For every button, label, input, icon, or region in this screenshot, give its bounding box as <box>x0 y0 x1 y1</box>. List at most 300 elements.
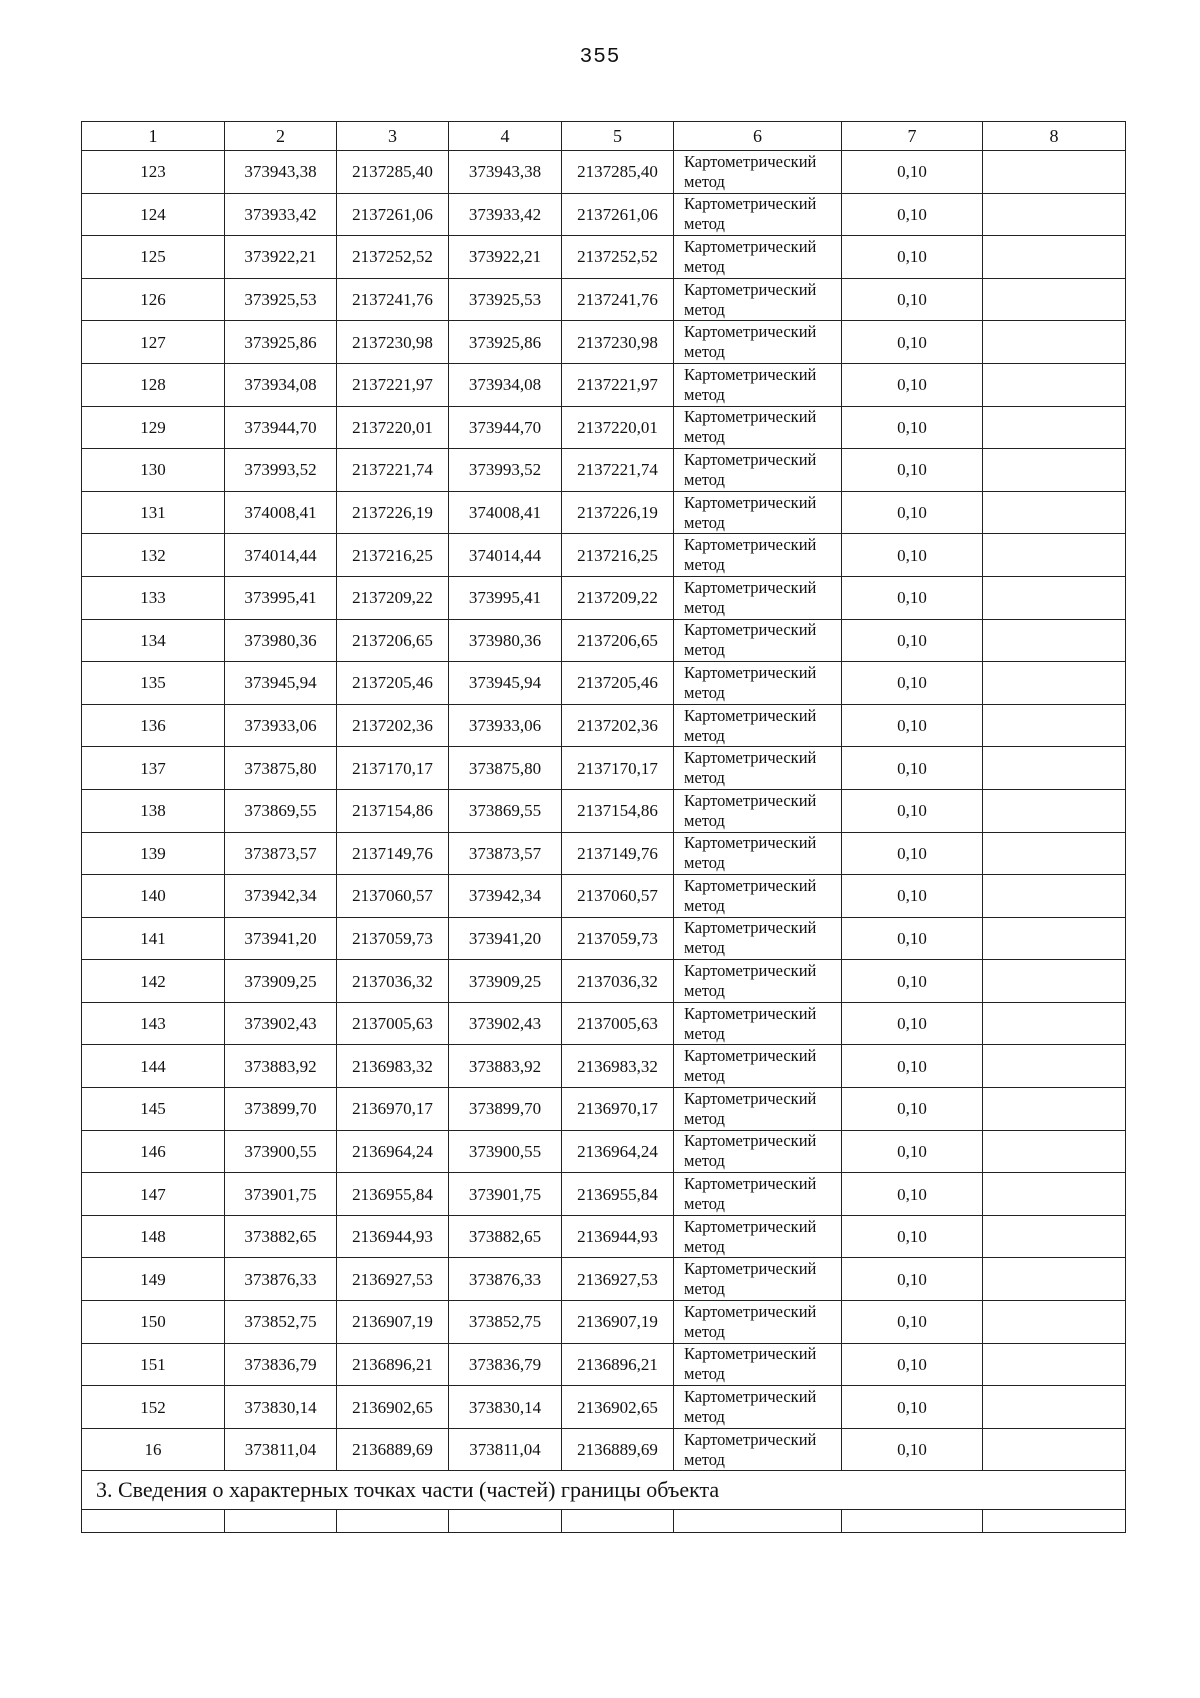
y-cell: 2136970,17 <box>337 1088 449 1131</box>
y-cell: 2136944,93 <box>562 1215 674 1258</box>
y-cell: 2137285,40 <box>562 151 674 194</box>
method-cell <box>674 1301 842 1344</box>
y-cell: 2137216,25 <box>337 534 449 577</box>
method-text-line: Картометрический <box>684 705 817 725</box>
note-cell <box>983 151 1126 194</box>
method-text-line: метод <box>684 1407 725 1427</box>
y-cell: 2136902,65 <box>562 1386 674 1429</box>
method-cell <box>674 1045 842 1088</box>
y-cell: 2136896,21 <box>562 1343 674 1386</box>
method-text-line: Картометрический <box>684 1046 817 1066</box>
y-cell: 2136927,53 <box>337 1258 449 1301</box>
x-cell: 373925,86 <box>225 321 337 364</box>
y-cell: 2137216,25 <box>562 534 674 577</box>
page-number: 355 <box>579 46 621 69</box>
y-cell: 2136889,69 <box>562 1428 674 1471</box>
table-row <box>82 193 1126 236</box>
x-cell: 373943,38 <box>449 151 562 194</box>
y-cell: 2137036,32 <box>562 960 674 1003</box>
x-cell: 373902,43 <box>449 1002 562 1045</box>
method-text-line: метод <box>684 1321 725 1341</box>
method-text-line: метод <box>684 682 725 702</box>
table-row <box>82 449 1126 492</box>
x-cell: 373900,55 <box>449 1130 562 1173</box>
point-number-cell: 140 <box>82 875 225 918</box>
table-row <box>82 1343 1126 1386</box>
x-cell: 373944,70 <box>225 406 337 449</box>
x-cell: 373993,52 <box>225 449 337 492</box>
y-cell: 2137220,01 <box>562 406 674 449</box>
method-text-line: Картометрический <box>684 492 817 512</box>
x-cell: 373933,42 <box>449 193 562 236</box>
note-cell <box>983 278 1126 321</box>
method-text-line: Картометрический <box>684 1088 817 1108</box>
y-cell: 2137036,32 <box>337 960 449 1003</box>
method-cell <box>674 1258 842 1301</box>
accuracy-cell: 0,10 <box>842 1428 983 1471</box>
x-cell: 373883,92 <box>449 1045 562 1088</box>
y-cell: 2137149,76 <box>337 832 449 875</box>
y-cell: 2136955,84 <box>337 1173 449 1216</box>
accuracy-cell: 0,10 <box>842 576 983 619</box>
x-cell: 373869,55 <box>225 789 337 832</box>
method-cell <box>674 321 842 364</box>
accuracy-cell: 0,10 <box>842 662 983 705</box>
method-text-line: метод <box>684 555 725 575</box>
table-row <box>82 1045 1126 1088</box>
y-cell: 2137059,73 <box>337 917 449 960</box>
y-cell: 2137261,06 <box>562 193 674 236</box>
column-header: 2 <box>225 122 337 151</box>
column-header: 7 <box>842 122 983 151</box>
y-cell: 2137170,17 <box>337 747 449 790</box>
x-cell: 373901,75 <box>449 1173 562 1216</box>
note-cell <box>983 662 1126 705</box>
x-cell: 373942,34 <box>449 875 562 918</box>
point-number-cell: 138 <box>82 789 225 832</box>
x-cell: 373943,38 <box>225 151 337 194</box>
table-row <box>82 278 1126 321</box>
method-text-line: метод <box>684 1194 725 1214</box>
table-row <box>82 1088 1126 1131</box>
method-cell <box>674 576 842 619</box>
method-text-line: Картометрический <box>684 1387 817 1407</box>
y-cell: 2137230,98 <box>337 321 449 364</box>
method-cell <box>674 662 842 705</box>
y-cell: 2137261,06 <box>337 193 449 236</box>
y-cell: 2137221,97 <box>562 363 674 406</box>
note-cell <box>983 1215 1126 1258</box>
x-cell: 373995,41 <box>449 576 562 619</box>
method-cell <box>674 1428 842 1471</box>
method-text-line: Картометрический <box>684 236 817 256</box>
method-cell <box>674 875 842 918</box>
column-header: 8 <box>983 122 1126 151</box>
method-text-line: метод <box>684 895 725 915</box>
note-cell <box>983 576 1126 619</box>
empty-cell <box>674 1510 842 1533</box>
point-number-cell: 141 <box>82 917 225 960</box>
method-text-line: метод <box>684 1066 725 1086</box>
x-cell: 373869,55 <box>449 789 562 832</box>
note-cell <box>983 1088 1126 1131</box>
method-text-line: метод <box>684 512 725 532</box>
point-number-cell: 131 <box>82 491 225 534</box>
accuracy-cell: 0,10 <box>842 832 983 875</box>
accuracy-cell: 0,10 <box>842 960 983 1003</box>
accuracy-cell: 0,10 <box>842 619 983 662</box>
point-number-cell: 148 <box>82 1215 225 1258</box>
method-text-line: Картометрический <box>684 151 817 171</box>
x-cell: 373925,86 <box>449 321 562 364</box>
x-cell: 373873,57 <box>225 832 337 875</box>
x-cell: 373902,43 <box>225 1002 337 1045</box>
method-text-line: Картометрический <box>684 577 817 597</box>
table-row <box>82 832 1126 875</box>
accuracy-cell: 0,10 <box>842 704 983 747</box>
table-row <box>82 789 1126 832</box>
y-cell: 2137060,57 <box>562 875 674 918</box>
method-text-line: Картометрический <box>684 279 817 299</box>
empty-cell <box>82 1510 225 1533</box>
method-text-line: метод <box>684 1449 725 1469</box>
accuracy-cell: 0,10 <box>842 1173 983 1216</box>
y-cell: 2137252,52 <box>337 236 449 279</box>
point-number-cell: 143 <box>82 1002 225 1045</box>
method-cell <box>674 960 842 1003</box>
x-cell: 373876,33 <box>225 1258 337 1301</box>
method-cell <box>674 917 842 960</box>
point-number-cell: 142 <box>82 960 225 1003</box>
accuracy-cell: 0,10 <box>842 321 983 364</box>
note-cell <box>983 875 1126 918</box>
point-number-cell: 137 <box>82 747 225 790</box>
method-text-line: метод <box>684 342 725 362</box>
x-cell: 374008,41 <box>225 491 337 534</box>
x-cell: 373875,80 <box>225 747 337 790</box>
note-cell <box>983 789 1126 832</box>
note-cell <box>983 1301 1126 1344</box>
method-text-line: Картометрический <box>684 449 817 469</box>
method-text-line: Картометрический <box>684 918 817 938</box>
y-cell: 2136970,17 <box>562 1088 674 1131</box>
x-cell: 373899,70 <box>449 1088 562 1131</box>
method-text-line: метод <box>684 299 725 319</box>
method-text-line: метод <box>684 1023 725 1043</box>
table-row <box>82 363 1126 406</box>
table-row <box>82 619 1126 662</box>
method-text-line: метод <box>684 214 725 234</box>
point-number-cell: 152 <box>82 1386 225 1429</box>
method-cell <box>674 363 842 406</box>
method-cell <box>674 747 842 790</box>
y-cell: 2137221,74 <box>562 449 674 492</box>
point-number-cell: 150 <box>82 1301 225 1344</box>
table-row <box>82 1386 1126 1429</box>
method-text-line: Картометрический <box>684 875 817 895</box>
note-cell <box>983 704 1126 747</box>
method-cell <box>674 534 842 577</box>
method-text-line: Картометрический <box>684 1216 817 1236</box>
coordinates-table <box>81 121 1126 1533</box>
y-cell: 2137060,57 <box>337 875 449 918</box>
point-number-cell: 135 <box>82 662 225 705</box>
x-cell: 373876,33 <box>449 1258 562 1301</box>
point-number-cell: 145 <box>82 1088 225 1131</box>
note-cell <box>983 491 1126 534</box>
table-row <box>82 236 1126 279</box>
x-cell: 373934,08 <box>449 363 562 406</box>
x-cell: 373980,36 <box>225 619 337 662</box>
y-cell: 2137241,76 <box>562 278 674 321</box>
y-cell: 2137205,46 <box>337 662 449 705</box>
point-number-cell: 151 <box>82 1343 225 1386</box>
y-cell: 2136944,93 <box>337 1215 449 1258</box>
x-cell: 373922,21 <box>225 236 337 279</box>
point-number-cell: 127 <box>82 321 225 364</box>
y-cell: 2137209,22 <box>562 576 674 619</box>
x-cell: 373945,94 <box>225 662 337 705</box>
x-cell: 373941,20 <box>449 917 562 960</box>
method-text-line: Картометрический <box>684 1301 817 1321</box>
method-cell <box>674 193 842 236</box>
x-cell: 373925,53 <box>449 278 562 321</box>
method-text-line: Картометрический <box>684 961 817 981</box>
accuracy-cell: 0,10 <box>842 491 983 534</box>
note-cell <box>983 917 1126 960</box>
accuracy-cell: 0,10 <box>842 193 983 236</box>
method-text-line: метод <box>684 768 725 788</box>
accuracy-cell: 0,10 <box>842 1045 983 1088</box>
y-cell: 2136964,24 <box>337 1130 449 1173</box>
table-row <box>82 151 1126 194</box>
method-cell <box>674 789 842 832</box>
x-cell: 373830,14 <box>225 1386 337 1429</box>
table-row <box>82 406 1126 449</box>
y-cell: 2137209,22 <box>337 576 449 619</box>
method-text-line: метод <box>684 256 725 276</box>
y-cell: 2137226,19 <box>562 491 674 534</box>
note-cell <box>983 1258 1126 1301</box>
point-number-cell: 132 <box>82 534 225 577</box>
method-text-line: метод <box>684 1236 725 1256</box>
x-cell: 373933,42 <box>225 193 337 236</box>
y-cell: 2137206,65 <box>562 619 674 662</box>
table-row <box>82 1173 1126 1216</box>
method-cell <box>674 704 842 747</box>
method-text-line: Картометрический <box>684 662 817 682</box>
method-text-line: метод <box>684 981 725 1001</box>
y-cell: 2137226,19 <box>337 491 449 534</box>
method-cell <box>674 1386 842 1429</box>
y-cell: 2136889,69 <box>337 1428 449 1471</box>
method-text-line: метод <box>684 640 725 660</box>
method-cell <box>674 1088 842 1131</box>
method-cell <box>674 1215 842 1258</box>
accuracy-cell: 0,10 <box>842 151 983 194</box>
point-number-cell: 125 <box>82 236 225 279</box>
point-number-cell: 123 <box>82 151 225 194</box>
method-cell <box>674 236 842 279</box>
y-cell: 2137221,74 <box>337 449 449 492</box>
x-cell: 373933,06 <box>225 704 337 747</box>
method-text-line: метод <box>684 427 725 447</box>
x-cell: 374014,44 <box>225 534 337 577</box>
empty-cell <box>983 1510 1126 1533</box>
empty-cell <box>562 1510 674 1533</box>
method-cell <box>674 151 842 194</box>
x-cell: 373852,75 <box>449 1301 562 1344</box>
method-text-line: метод <box>684 853 725 873</box>
x-cell: 373993,52 <box>449 449 562 492</box>
table-row <box>82 1215 1126 1258</box>
x-cell: 373934,08 <box>225 363 337 406</box>
y-cell: 2137154,86 <box>562 789 674 832</box>
x-cell: 373980,36 <box>449 619 562 662</box>
method-text-line: Картометрический <box>684 1344 817 1364</box>
x-cell: 373875,80 <box>449 747 562 790</box>
table-row <box>82 662 1126 705</box>
note-cell <box>983 534 1126 577</box>
accuracy-cell: 0,10 <box>842 534 983 577</box>
method-cell <box>674 278 842 321</box>
point-number-cell: 149 <box>82 1258 225 1301</box>
method-text-line: Картометрический <box>684 790 817 810</box>
x-cell: 373909,25 <box>449 960 562 1003</box>
column-header: 4 <box>449 122 562 151</box>
accuracy-cell: 0,10 <box>842 789 983 832</box>
y-cell: 2136907,19 <box>562 1301 674 1344</box>
column-header: 6 <box>674 122 842 151</box>
accuracy-cell: 0,10 <box>842 1258 983 1301</box>
x-cell: 373900,55 <box>225 1130 337 1173</box>
x-cell: 373811,04 <box>449 1428 562 1471</box>
point-number-cell: 16 <box>82 1428 225 1471</box>
y-cell: 2137149,76 <box>562 832 674 875</box>
y-cell: 2137252,52 <box>562 236 674 279</box>
y-cell: 2136896,21 <box>337 1343 449 1386</box>
note-cell <box>983 619 1126 662</box>
method-cell <box>674 832 842 875</box>
accuracy-cell: 0,10 <box>842 406 983 449</box>
table-header-row <box>82 122 1126 151</box>
accuracy-cell: 0,10 <box>842 449 983 492</box>
method-text-line: метод <box>684 810 725 830</box>
y-cell: 2137059,73 <box>562 917 674 960</box>
x-cell: 373922,21 <box>449 236 562 279</box>
x-cell: 374014,44 <box>449 534 562 577</box>
note-cell <box>983 832 1126 875</box>
table-row <box>82 321 1126 364</box>
point-number-cell: 146 <box>82 1130 225 1173</box>
table-row <box>82 1428 1126 1471</box>
table-row <box>82 534 1126 577</box>
point-number-cell: 134 <box>82 619 225 662</box>
y-cell: 2137005,63 <box>562 1002 674 1045</box>
x-cell: 373925,53 <box>225 278 337 321</box>
method-text-line: Картометрический <box>684 748 817 768</box>
point-number-cell: 147 <box>82 1173 225 1216</box>
note-cell <box>983 1386 1126 1429</box>
note-cell <box>983 193 1126 236</box>
x-cell: 373882,65 <box>449 1215 562 1258</box>
point-number-cell: 139 <box>82 832 225 875</box>
empty-cell <box>225 1510 337 1533</box>
note-cell <box>983 1002 1126 1045</box>
method-text-line: метод <box>684 725 725 745</box>
method-text-line: Картометрический <box>684 1131 817 1151</box>
note-cell <box>983 449 1126 492</box>
table-row <box>82 1301 1126 1344</box>
method-text-line: метод <box>684 469 725 489</box>
point-number-cell: 144 <box>82 1045 225 1088</box>
method-cell <box>674 1173 842 1216</box>
method-text-line: Картометрический <box>684 407 817 427</box>
y-cell: 2136902,65 <box>337 1386 449 1429</box>
point-number-cell: 124 <box>82 193 225 236</box>
y-cell: 2136955,84 <box>562 1173 674 1216</box>
x-cell: 373945,94 <box>449 662 562 705</box>
method-text-line: Картометрический <box>684 194 817 214</box>
note-cell <box>983 236 1126 279</box>
y-cell: 2136983,32 <box>562 1045 674 1088</box>
y-cell: 2136927,53 <box>562 1258 674 1301</box>
accuracy-cell: 0,10 <box>842 917 983 960</box>
accuracy-cell: 0,10 <box>842 1002 983 1045</box>
method-text-line: Картометрический <box>684 833 817 853</box>
empty-cell <box>842 1510 983 1533</box>
method-cell <box>674 491 842 534</box>
point-number-cell: 126 <box>82 278 225 321</box>
accuracy-cell: 0,10 <box>842 1386 983 1429</box>
note-cell <box>983 1130 1126 1173</box>
y-cell: 2137230,98 <box>562 321 674 364</box>
method-text-line: Картометрический <box>684 620 817 640</box>
x-cell: 373852,75 <box>225 1301 337 1344</box>
method-cell <box>674 1002 842 1045</box>
accuracy-cell: 0,10 <box>842 875 983 918</box>
y-cell: 2137154,86 <box>337 789 449 832</box>
empty-cell <box>337 1510 449 1533</box>
x-cell: 373909,25 <box>225 960 337 1003</box>
y-cell: 2137170,17 <box>562 747 674 790</box>
note-cell <box>983 960 1126 1003</box>
note-cell <box>983 747 1126 790</box>
method-text-line: Картометрический <box>684 1429 817 1449</box>
section-title: 3. Сведения о характерных точках части (частей) границы объекта <box>82 1471 1126 1510</box>
point-number-cell: 136 <box>82 704 225 747</box>
method-text-line: Картометрический <box>684 1003 817 1023</box>
y-cell: 2137202,36 <box>337 704 449 747</box>
empty-cell <box>449 1510 562 1533</box>
accuracy-cell: 0,10 <box>842 236 983 279</box>
point-number-cell: 128 <box>82 363 225 406</box>
method-cell <box>674 449 842 492</box>
method-cell <box>674 1343 842 1386</box>
x-cell: 373941,20 <box>225 917 337 960</box>
accuracy-cell: 0,10 <box>842 1301 983 1344</box>
x-cell: 373883,92 <box>225 1045 337 1088</box>
y-cell: 2137202,36 <box>562 704 674 747</box>
method-text-line: метод <box>684 1108 725 1128</box>
y-cell: 2136907,19 <box>337 1301 449 1344</box>
method-text-line: метод <box>684 1279 725 1299</box>
x-cell: 373901,75 <box>225 1173 337 1216</box>
method-text-line: метод <box>684 384 725 404</box>
x-cell: 373836,79 <box>449 1343 562 1386</box>
note-cell <box>983 1173 1126 1216</box>
x-cell: 373944,70 <box>449 406 562 449</box>
